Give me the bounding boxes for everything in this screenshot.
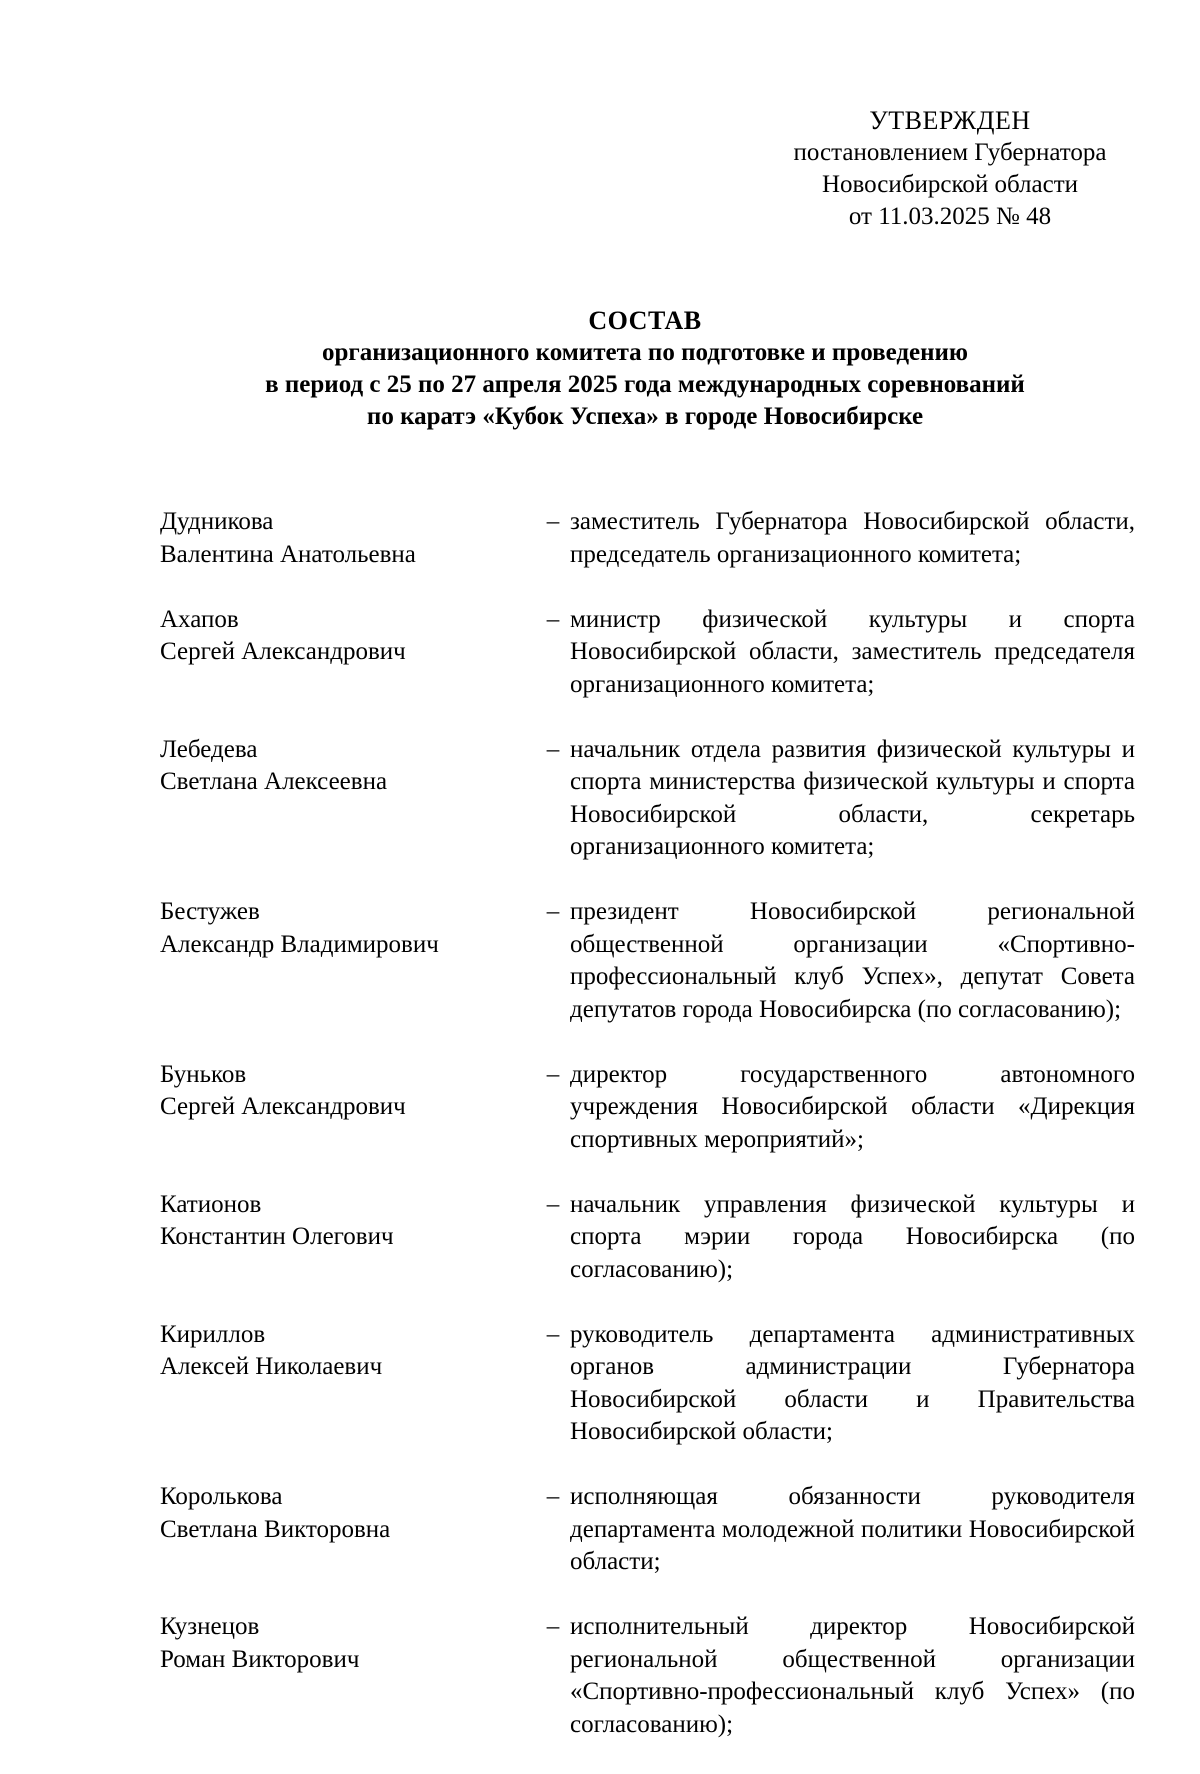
member-name [160,1611,520,1676]
approval-line-3: от 11.03.2025 № 48 [848,203,1052,230]
member-dash: – [546,1320,560,1348]
member-given-names: Светлана Викторовна [160,1515,391,1543]
member-surname: Королькова [160,1483,283,1510]
member-dash: – [546,1060,560,1088]
member-surname: Ахапов [160,605,239,633]
member-dash: – [546,735,560,763]
committee-member [160,734,1135,864]
member-given-names: Сергей Александрович [160,1093,406,1120]
member-given-names: Сергей Александрович [160,638,406,665]
member-dash: – [546,508,560,535]
member-name [160,604,520,669]
member-role: руководитель департамента административных органов администрации Губернатора Новосибирской области и Правительства Новосибирской области; [570,1320,1135,1445]
member-role: президент Новосибирской региональной общественной организации «Спортивно-профессиональный клуб Успех», депутат Совета депутатов города Новосибирска (по согласованию); [570,898,1135,1023]
member-given-names: Роман Викторович [160,1645,360,1673]
committee-member [160,1319,1135,1449]
member-given-names: Валентина Анатольевна [160,540,416,568]
member-surname: Кириллов [160,1320,266,1348]
approval-line-2: Новосибирской области [821,171,1079,198]
member-surname: Бестужев [160,898,260,925]
document-subtitle-line-3: по каратэ «Кубок Успеха» в городе Новосибирске [366,403,924,430]
member-name [160,1189,520,1254]
member-given-names: Светлана Алексеевна [160,768,388,795]
member-role: исполняющая обязанности руководителя департамента молодежной политики Новосибирской области; [570,1483,1135,1575]
committee-member [160,506,1135,571]
member-dash: – [546,1483,560,1510]
member-surname: Катионов [160,1190,262,1218]
member-name [160,734,520,799]
document-subtitle-line-1: организационного комитета по подготовке и проведению [321,339,969,366]
member-role: начальник управления физической культуры и спорта мэрии города Новосибирска (по согласованию); [570,1190,1135,1283]
member-dash: – [546,1613,560,1640]
document-subtitle-line-2: в период с 25 по 27 апреля 2025 года международных соревнований [265,371,1025,398]
member-surname: Кузнецов [160,1613,260,1640]
member-role: исполнительный директор Новосибирской региональной общественной организации «Спортивно-профессиональный клуб Успех» (по согласованию); [570,1613,1135,1738]
committee-member [160,1481,1135,1579]
member-surname: Буньков [160,1060,247,1088]
member-dash: – [546,605,560,633]
member-role: министр физической культуры и спорта Новосибирской области, заместитель председателя организационного комитета; [570,605,1135,698]
approval-stamp [730,105,1170,233]
member-surname: Лебедева [160,735,258,763]
member-surname: Дудникова [160,508,274,535]
member-name [160,506,520,571]
member-role: заместитель Губернатора Новосибирской области, председатель организационного комитета; [570,508,1135,568]
member-given-names: Александр Владимирович [160,930,439,958]
committee-member [160,1189,1135,1287]
committee-member [160,1059,1135,1157]
member-name [160,1481,520,1546]
member-name [160,1059,520,1124]
member-given-names: Константин Олегович [160,1223,394,1250]
member-name [160,1319,520,1384]
member-given-names: Алексей Николаевич [160,1353,383,1380]
committee-member [160,896,1135,1026]
approval-title: УТВЕРЖДЕН [869,106,1031,135]
member-role: начальник отдела развития физической культуры и спорта министерства физической культуры и спорта Новосибирской области, секретарь организационного комитета; [570,735,1135,860]
member-role: директор государственного автономного учреждения Новосибирской области «Дирекция спортивных мероприятий»; [570,1060,1135,1153]
document-heading [120,305,1170,433]
approval-line-1: постановлением Губернатора [793,139,1107,166]
member-name [160,896,520,961]
member-dash: – [546,1190,560,1218]
document-title: СОСТАВ [588,306,702,335]
committee-member-list [160,506,1135,1774]
committee-member [160,604,1135,702]
committee-member [160,1611,1135,1741]
member-dash: – [546,898,560,925]
